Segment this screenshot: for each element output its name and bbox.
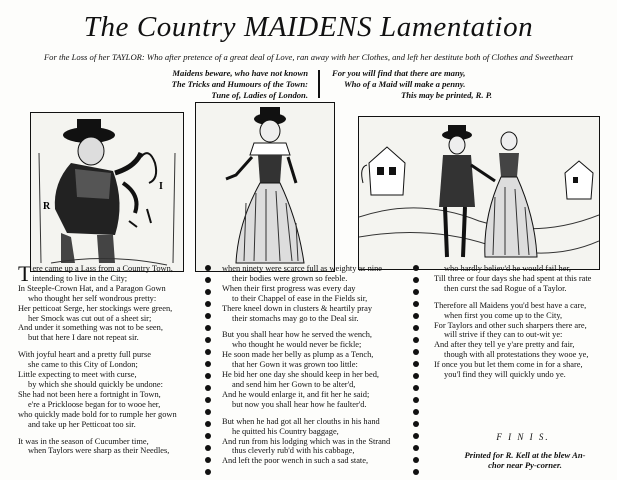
- text-line: and send him her Gown to be alter'd,: [232, 379, 356, 389]
- verse-divider: [318, 70, 320, 98]
- verse-right: [332, 68, 492, 100]
- text-line: who quickly made bold for to rumple her gown: [18, 409, 177, 419]
- text-line: to their Chappel of ease in the Fields sir,: [232, 293, 368, 303]
- text-line: but now you shall hear how he faulter'd.: [232, 399, 367, 409]
- text-line: though with all protestations they wooe ye,: [444, 350, 589, 360]
- printer-colophon: [440, 450, 610, 471]
- text-line: when Taylors were sharp as their Needles,: [28, 446, 170, 456]
- text-line: when ninety were scarce full as weighty as nine: [222, 264, 382, 273]
- text-line: She had not been here a fortnight in Town,: [18, 389, 161, 399]
- woodcut-couple-illustration: [359, 117, 599, 269]
- woodcut-couple: [358, 116, 600, 270]
- text-line: who thought he would never be fickle;: [232, 340, 362, 350]
- text-line: their stomachs may go to the Deal sir.: [232, 313, 359, 323]
- verse-left-line: The Tricks and Humours of the Town:: [171, 78, 308, 89]
- text-line: intending to live in the City;: [32, 273, 128, 283]
- text-line: And run from his lodging which was in the Strand: [222, 436, 391, 446]
- woodcut-man: [30, 112, 184, 272]
- woodcut-letter-i: I: [159, 181, 163, 192]
- text-line: He soon made her belly as plump as a Tench,: [222, 350, 374, 360]
- text-line: If once you but let them come in for a share,: [434, 360, 583, 370]
- text-line: And under it something was not to be seen,: [18, 323, 163, 333]
- text-line: He bid her one day she should keep in her bed,: [222, 370, 379, 380]
- woodcut-man-illustration: [31, 113, 183, 271]
- text-line: For Taylors and other such sharpers there are,: [434, 320, 587, 330]
- text-line: But you shall hear how he served the wench,: [222, 330, 373, 340]
- printer-line: Printed for R. Kell at the blew An-: [464, 450, 586, 460]
- text-line: will strive if they can to out-wit ye:: [444, 330, 563, 340]
- text-line: who thought her self wondrous pretty:: [28, 293, 157, 303]
- text-line: And after they tell ye y'are pretty and fair,: [434, 340, 575, 350]
- text-line: When their first progress was every day: [222, 283, 356, 293]
- text-line: he quitted his Country baggage,: [232, 426, 339, 436]
- verse-left-line: Tune of, Ladies of London.: [211, 89, 308, 100]
- text-line: It was in the season of Cucumber time,: [18, 436, 149, 446]
- ballad-subtitle: For the Loss of her TAYLOR: Who after pretence of a great deal of Love, ran away with her Clothes, and left her destitute both of Clothes and Sweetheart: [43, 52, 574, 62]
- verse-right-line: For you will find that there are many,: [332, 68, 466, 78]
- text-line: In Steeple-Crown Hat, and a Paragon Gown: [18, 283, 166, 293]
- woodcut-lady-illustration: [196, 103, 334, 271]
- text-line: thus cleverly rub'd with his cabbage,: [232, 446, 355, 456]
- verse-right-line: This may be printed, R. P.: [400, 89, 492, 100]
- ornament-border-right: [408, 262, 424, 476]
- ornament-border-left: [200, 262, 216, 476]
- drop-cap: T: [18, 261, 32, 286]
- text-line: Little expecting to meet with curse,: [18, 370, 137, 380]
- text-line: And left the poor wench in such a sad state,: [222, 456, 369, 466]
- text-line: And he would enlarge it, and fit her he said;: [222, 389, 370, 399]
- text-line: Tere came up a Lass from a Country Town,: [18, 261, 173, 286]
- woodcut-letter-r: R: [43, 201, 51, 212]
- text-line: But when he had got all her clouths in his hand: [222, 416, 380, 426]
- text-line: With joyful heart and a pretty full purse: [18, 350, 151, 360]
- text-line: but that here I dare not repeat sir.: [28, 333, 139, 343]
- printer-line: chor near Py-corner.: [488, 460, 562, 471]
- text-line: and take up her Petticoat too sir.: [28, 419, 136, 429]
- text-column-2: [222, 264, 410, 466]
- text-line: their bodies were grown so feeble.: [232, 273, 348, 283]
- ballad-title: The Country MAIDENS Lamentation: [83, 11, 534, 43]
- text-column-1: [18, 261, 203, 456]
- text-line: Till three or four days she had spent at this rate: [434, 273, 592, 283]
- text-column-3: [434, 264, 612, 380]
- text-line: e're a Prickloose began for to wooe her,: [28, 399, 161, 409]
- woodcut-lady: [195, 102, 335, 272]
- text-line: her Smock was cut out of a sheet sir;: [28, 313, 152, 323]
- verse-left: [148, 68, 308, 100]
- text-line: that her Gown it was grown too little:: [232, 360, 358, 370]
- text-line: she came to this City of London;: [28, 360, 138, 370]
- verse-right-line: Who of a Maid will make a penny.: [344, 78, 466, 89]
- text-line: when first you come up to the City,: [444, 310, 563, 320]
- text-line: you'l find they will quickly undo ye.: [444, 370, 566, 380]
- text-line: Her petticoat Serge, her stockings were green,: [18, 303, 173, 313]
- text-line: then curst the sad Rogue of a Taylor.: [444, 283, 567, 293]
- text-line: There kneel down in clusters & heartily pray: [222, 303, 373, 313]
- text-line: Therefore all Maidens you'd best have a care,: [434, 300, 587, 310]
- finis: F I N I S.: [496, 432, 550, 442]
- verse-left-line: Maidens beware, who have not known: [172, 68, 308, 78]
- text-line: by which she should quickly be undone:: [28, 379, 163, 389]
- text-line: who hardly believ'd he would fail her,: [444, 264, 571, 273]
